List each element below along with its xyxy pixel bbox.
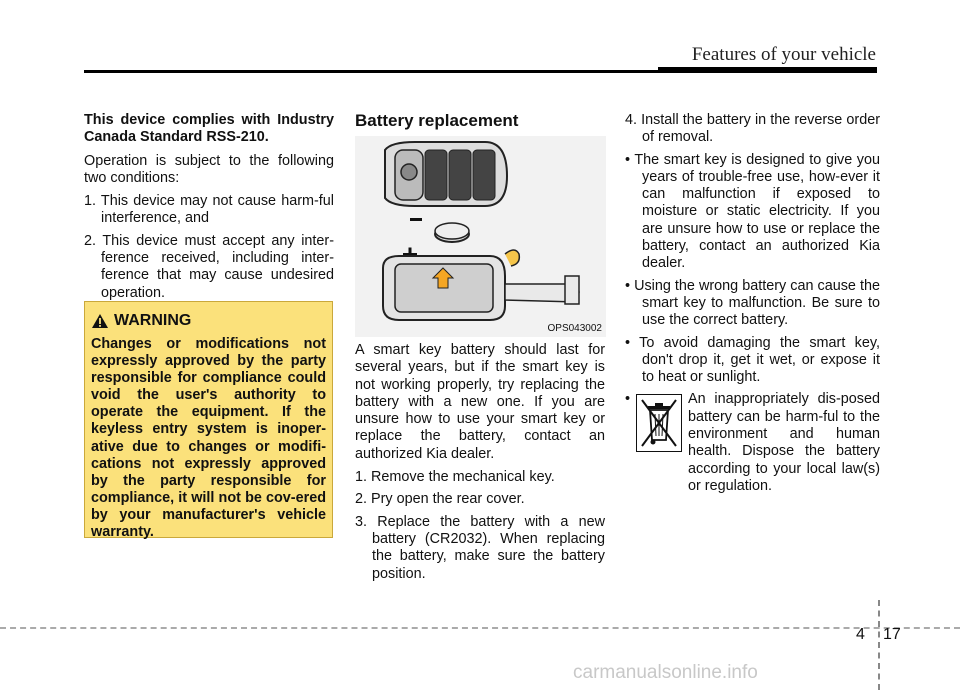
smart-key-illustration: [355, 136, 606, 337]
list-item: 2. This device must accept any inter-ference received, including inter-ference that may cause undesired operation.: [84, 232, 334, 301]
smart-key-figure: [355, 136, 606, 337]
conditions-list: [84, 193, 334, 302]
list-item: 1. Remove the mechanical key.: [355, 469, 555, 486]
warning-header: [91, 312, 326, 330]
section-heading: Battery replacement: [355, 111, 519, 130]
column-left: [84, 112, 334, 307]
compliance-statement: This device complies with Industry Canada Standard RSS-210.: [84, 112, 334, 146]
list-item: • The smart key is designed to give you years of trouble-free use, how-ever it can malfunction if exposed to moisture or static electricity. If you are unsure how to use or replace the battery, contact an authorized Kia dealer.: [625, 151, 880, 272]
crossed-bin-icon: [636, 394, 682, 452]
chapter-number: 4: [856, 626, 865, 643]
list-item: • To avoid damaging the smart key, don't drop it, get it wet, or expose it to heat or sunlight.: [625, 334, 880, 386]
replacement-steps: [355, 469, 605, 583]
running-header: Features of your vehicle: [691, 44, 876, 65]
list-item: 2. Pry open the rear cover.: [355, 491, 525, 508]
list-item: • Using the wrong battery can cause the smart key to malfunction. Be sure to use the correct battery.: [625, 277, 880, 329]
warning-title: WARNING: [114, 312, 192, 329]
list-item: 3. Replace the battery with a new battery (CR2032). When replacing the battery, make sure the battery position.: [355, 513, 605, 582]
header-rule-accent: [658, 67, 877, 73]
column-right: [625, 112, 880, 501]
footer-separator: [878, 600, 880, 690]
footer-rule: [0, 627, 960, 629]
list-item: 4. Install the battery in the reverse order of removal.: [625, 112, 880, 146]
warning-text: Changes or modifications not expressly approved by the party responsible for compliance could void the user's authority to operate the equipment. If the keyless entry system is inoper-ative due to changes or modifi-cations not expressly approved by the party responsible for compliance, it will not be cov-ered by your manufacturer's vehicle warranty.: [91, 336, 326, 541]
recycle-text: An inappropriately dis-posed battery can be harm-ful to the environment and human health. Dispose the battery according to your local law(s) or regulation.: [688, 391, 880, 494]
warning-box: [84, 301, 333, 541]
list-item: 1. This device may not cause harm-ful interference, and: [84, 193, 334, 227]
page-number: 17: [883, 626, 901, 643]
watermark: carmanualsonline.info: [573, 662, 758, 683]
recycle-item: • An inappropriately dis-posed battery can be harm-ful to the environment and human health. Dispose the battery according to your local law(s) or regulation.: [625, 391, 880, 494]
bullet-list: [625, 152, 880, 387]
figure-caption: OPS043002: [547, 323, 602, 334]
conditions-intro: Operation is subject to the following two conditions:: [84, 152, 334, 186]
warning-triangle-icon: [91, 313, 109, 329]
battery-text: [355, 342, 605, 588]
battery-paragraph: A smart key battery should last for several years, but if the smart key is not working properly, try replacing the battery with a new one. If you are unsure how to use your smart key or replace the battery, contact an authorized Kia dealer.: [355, 342, 605, 462]
